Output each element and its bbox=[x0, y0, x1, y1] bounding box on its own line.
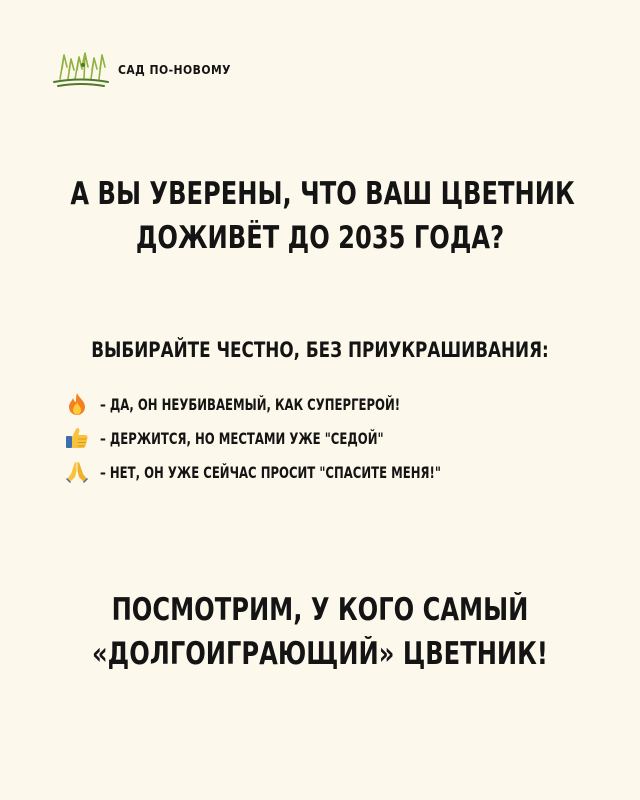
vote-prompt: ВЫБИРАЙТЕ ЧЕСТНО, БЕЗ ПРИУКРАШИВАНИЯ: bbox=[91, 338, 549, 362]
brand-name: САД ПО-НОВОМУ bbox=[118, 63, 231, 77]
option-thumbs-up bbox=[64, 421, 567, 455]
garden-trees-logo-icon bbox=[52, 49, 110, 91]
headline-line-2: ДОЖИВЁТ ДО 2035 ГОДА? bbox=[135, 220, 505, 256]
headline-line-1: А ВЫ УВЕРЕНЫ, ЧТО ВАШ ЦВЕТНИК bbox=[70, 176, 575, 212]
closing-line-1: ПОСМОТРИМ, У КОГО САМЫЙ bbox=[111, 592, 529, 628]
brand bbox=[52, 49, 243, 91]
option-text: – ДА, ОН НЕУБИВАЕМЫЙ, КАК СУПЕРГЕРОЙ! bbox=[100, 394, 401, 414]
headline bbox=[0, 172, 640, 260]
option-fire bbox=[64, 387, 567, 421]
thumbs-up-icon bbox=[64, 425, 90, 451]
closing-line-2: «ДОЛГОИГРАЮЩИЙ» ЦВЕТНИК! bbox=[92, 636, 548, 672]
option-text: – НЕТ, ОН УЖЕ СЕЙЧАС ПРОСИТ "СПАСИТЕ МЕНЯ!" bbox=[100, 462, 441, 482]
option-text: – ДЕРЖИТСЯ, НО МЕСТАМИ УЖЕ "СЕДОЙ" bbox=[100, 428, 384, 448]
praying-hands-icon bbox=[64, 459, 90, 485]
option-praying-hands bbox=[64, 455, 567, 489]
fire-icon bbox=[64, 391, 90, 417]
vote-options bbox=[64, 387, 567, 489]
closing-headline bbox=[0, 588, 640, 676]
